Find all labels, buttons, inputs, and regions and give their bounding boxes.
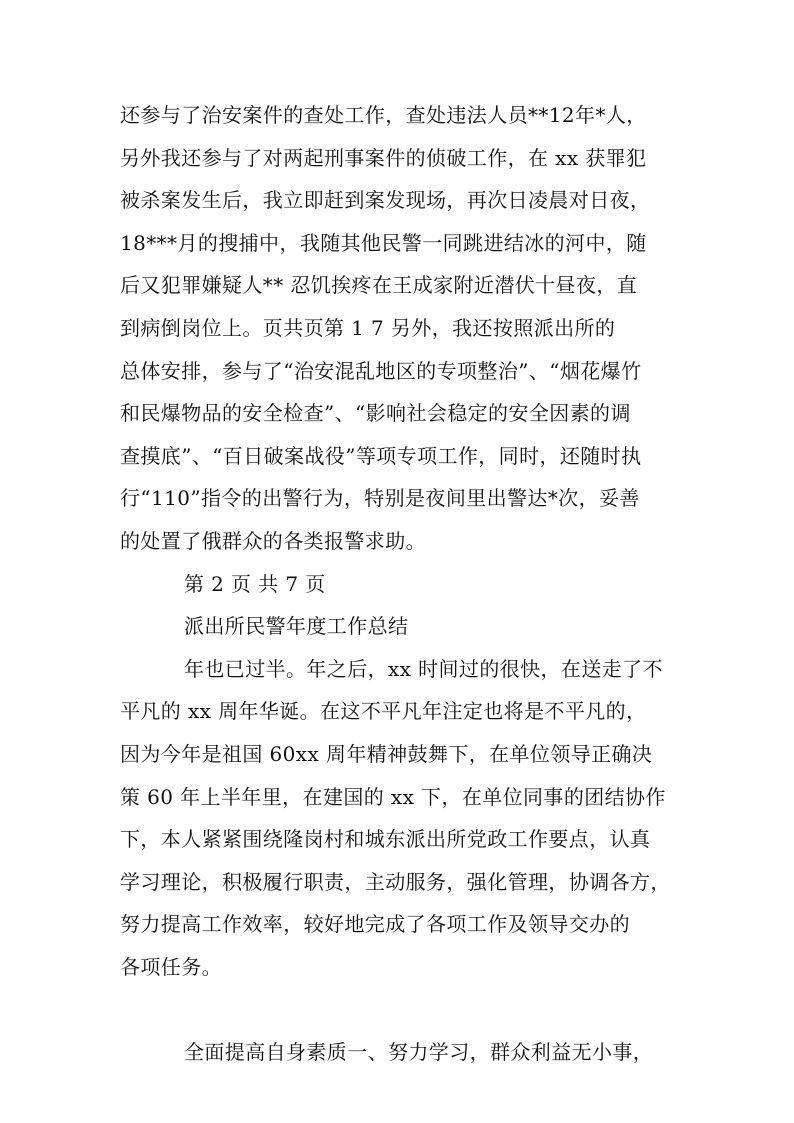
text-line-19: 学习理论，积极履行职责，主动服务，强化管理，协调各方， <box>120 869 671 894</box>
text-line-15: 平凡的 xx 周年华诞。在这不平凡年注定也将是不平凡的， <box>120 699 647 724</box>
text-line-18: 下，本人紧紧围绕隆岗村和城东派出所党政工作要点，认真 <box>120 827 651 852</box>
text-line-14: 年也已过半。年之后，xx 时间过的很快，在送走了不 <box>184 656 663 681</box>
section-title: 派出所民警年度工作总结 <box>184 614 409 639</box>
text-line-21: 各项任务。 <box>120 954 222 979</box>
blank-line <box>120 988 680 1031</box>
text-line-10: 行“110”指令的出警行为，特别是夜间里出警达*次，妥善 <box>120 486 640 511</box>
text-line-2: 另外我还参与了对两起刑事案件的侦破工作，在 xx 获罪犯 <box>120 145 647 170</box>
text-line-23: 全面提高自身素质一、努力学习，群众利益无小事， <box>184 1040 654 1065</box>
text-line-17: 策 60 年上半年里，在建国的 xx 下，在单位同事的团结协作 <box>120 784 666 809</box>
text-line-9: 查摸底”、“百日破案战役”等项专项工作，同时，还随时执 <box>120 443 642 468</box>
text-line-16: 因为今年是祖国 60xx 周年精神鼓舞下，在单位领导正确决 <box>120 741 653 766</box>
text-line-8: 和民爆物品的安全检查”、“影响社会稳定的安全因素的调 <box>120 401 631 426</box>
text-line-4: 18***月的搜捕中，我随其他民警一同跳进结冰的河中，随 <box>120 230 647 255</box>
text-line-7: 总体安排，参与了“治安混乱地区的专项整治”、“烟花爆竹 <box>120 358 642 383</box>
text-line-20: 努力提高工作效率，较好地完成了各项工作及领导交办的 <box>120 912 630 937</box>
text-line-3: 被杀案发生后，我立即赶到案发现场，再次日凌晨对日夜， <box>120 188 651 213</box>
text-line-11: 的处置了俄群众的各类报警求助。 <box>120 528 426 553</box>
document-body <box>120 94 680 1074</box>
page-number-line: 第 2 页 共 7 页 <box>184 571 326 596</box>
text-line-5: 后又犯罪嫌疑人** 忍饥挨疼在王成家附近潜伏十昼夜，直 <box>120 273 638 298</box>
text-line-1: 还参与了治安案件的查处工作，查处违法人员**12年*人， <box>120 103 647 127</box>
text-line-6: 到病倒岗位上。页共页第 1 7 另外，我还按照派出所的 <box>120 315 616 340</box>
